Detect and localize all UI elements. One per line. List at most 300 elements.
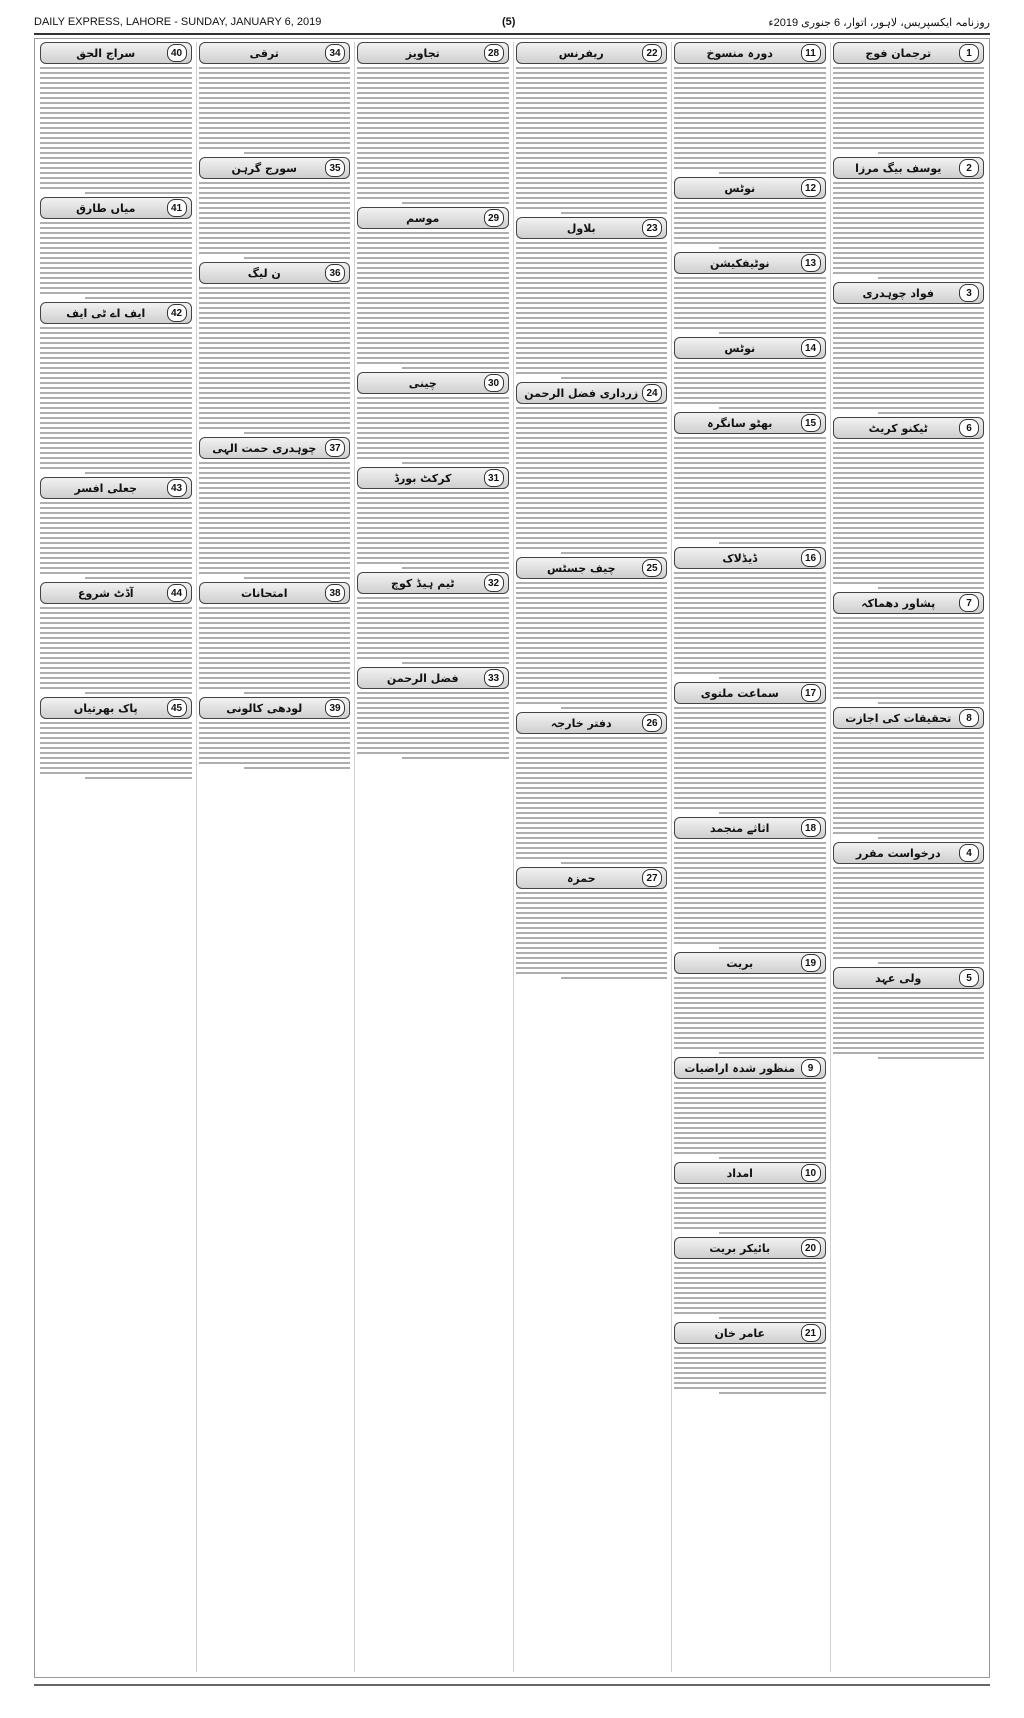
text-line bbox=[199, 307, 351, 309]
text-line bbox=[357, 642, 509, 644]
section-body-text bbox=[833, 442, 985, 589]
section-heading bbox=[40, 582, 192, 604]
text-line bbox=[357, 747, 509, 749]
section-heading bbox=[674, 1057, 826, 1079]
text-line bbox=[516, 892, 668, 894]
text-line bbox=[357, 307, 509, 309]
text-line bbox=[833, 337, 985, 339]
text-line bbox=[85, 192, 191, 194]
text-line bbox=[516, 432, 668, 434]
section-heading bbox=[40, 697, 192, 719]
text-line bbox=[561, 212, 667, 214]
section-body-text bbox=[199, 607, 351, 694]
section-title: ٹیم ہیڈ کوچ bbox=[391, 576, 455, 590]
text-line bbox=[833, 242, 985, 244]
text-line bbox=[516, 157, 668, 159]
text-line bbox=[516, 412, 668, 414]
text-line bbox=[516, 762, 668, 764]
text-line bbox=[833, 222, 985, 224]
text-line bbox=[674, 902, 826, 904]
text-line bbox=[516, 672, 668, 674]
text-line bbox=[199, 477, 351, 479]
news-section bbox=[674, 682, 826, 814]
text-line bbox=[199, 372, 351, 374]
text-line bbox=[357, 312, 509, 314]
section-heading bbox=[674, 252, 826, 274]
text-line bbox=[357, 122, 509, 124]
text-line bbox=[40, 422, 192, 424]
text-line bbox=[516, 327, 668, 329]
text-line bbox=[40, 532, 192, 534]
text-line bbox=[40, 147, 192, 149]
section-title: اثاثے منجمد bbox=[710, 821, 770, 835]
text-line bbox=[199, 617, 351, 619]
text-line bbox=[833, 202, 985, 204]
text-line bbox=[674, 397, 826, 399]
text-line bbox=[357, 402, 509, 404]
section-number: 37 bbox=[325, 439, 345, 457]
text-line bbox=[833, 642, 985, 644]
text-line bbox=[516, 652, 668, 654]
text-line bbox=[516, 532, 668, 534]
section-number: 14 bbox=[801, 339, 821, 357]
text-line bbox=[516, 802, 668, 804]
text-line bbox=[674, 862, 826, 864]
text-line bbox=[674, 1367, 826, 1369]
section-title: بائیکر بریت bbox=[709, 1241, 771, 1255]
text-line bbox=[357, 712, 509, 714]
text-line bbox=[357, 557, 509, 559]
text-line bbox=[516, 682, 668, 684]
text-line bbox=[40, 72, 192, 74]
text-line bbox=[833, 747, 985, 749]
text-line bbox=[357, 562, 509, 564]
section-body-text bbox=[357, 232, 509, 369]
text-line bbox=[40, 522, 192, 524]
section-title: نوٹس bbox=[724, 181, 756, 195]
news-section bbox=[199, 437, 351, 579]
section-body-text bbox=[357, 692, 509, 759]
text-line bbox=[199, 427, 351, 429]
text-line bbox=[719, 947, 825, 949]
section-heading bbox=[199, 262, 351, 284]
text-line bbox=[357, 397, 509, 399]
text-line bbox=[674, 1022, 826, 1024]
text-line bbox=[199, 752, 351, 754]
text-line bbox=[833, 867, 985, 869]
text-line bbox=[357, 537, 509, 539]
text-line bbox=[833, 907, 985, 909]
text-line bbox=[199, 287, 351, 289]
text-line bbox=[833, 827, 985, 829]
news-section bbox=[40, 697, 192, 779]
text-line bbox=[40, 517, 192, 519]
text-line bbox=[561, 377, 667, 379]
text-line bbox=[833, 122, 985, 124]
text-line bbox=[357, 147, 509, 149]
text-line bbox=[833, 757, 985, 759]
text-line bbox=[357, 412, 509, 414]
text-line bbox=[357, 157, 509, 159]
text-line bbox=[516, 322, 668, 324]
news-section bbox=[674, 952, 826, 1054]
text-line bbox=[674, 612, 826, 614]
text-line bbox=[199, 557, 351, 559]
text-line bbox=[516, 592, 668, 594]
news-section bbox=[833, 282, 985, 414]
news-section bbox=[40, 302, 192, 474]
section-body-text bbox=[674, 362, 826, 409]
text-line bbox=[719, 1232, 825, 1234]
text-line bbox=[357, 77, 509, 79]
text-line bbox=[357, 727, 509, 729]
text-line bbox=[833, 377, 985, 379]
text-line bbox=[357, 192, 509, 194]
text-line bbox=[674, 1192, 826, 1194]
text-line bbox=[357, 362, 509, 364]
text-line bbox=[674, 1142, 826, 1144]
text-line bbox=[674, 162, 826, 164]
text-line bbox=[40, 282, 192, 284]
text-line bbox=[833, 527, 985, 529]
text-line bbox=[674, 897, 826, 899]
text-line bbox=[40, 377, 192, 379]
text-line bbox=[516, 262, 668, 264]
text-line bbox=[833, 662, 985, 664]
news-section bbox=[833, 842, 985, 964]
text-line bbox=[357, 607, 509, 609]
text-line bbox=[674, 532, 826, 534]
news-section bbox=[516, 712, 668, 864]
text-line bbox=[833, 307, 985, 309]
news-section bbox=[833, 157, 985, 279]
news-section bbox=[199, 697, 351, 769]
text-line bbox=[357, 287, 509, 289]
text-line bbox=[357, 652, 509, 654]
text-line bbox=[833, 462, 985, 464]
text-line bbox=[516, 757, 668, 759]
text-line bbox=[674, 452, 826, 454]
text-line bbox=[833, 237, 985, 239]
section-heading bbox=[674, 337, 826, 359]
text-line bbox=[674, 922, 826, 924]
text-line bbox=[674, 882, 826, 884]
section-number: 32 bbox=[484, 574, 504, 592]
text-line bbox=[674, 1097, 826, 1099]
text-line bbox=[674, 752, 826, 754]
text-line bbox=[199, 342, 351, 344]
text-line bbox=[674, 1217, 826, 1219]
text-line bbox=[833, 472, 985, 474]
text-line bbox=[244, 577, 350, 579]
text-line bbox=[199, 377, 351, 379]
text-line bbox=[674, 282, 826, 284]
text-line bbox=[516, 102, 668, 104]
text-line bbox=[833, 207, 985, 209]
text-line bbox=[674, 292, 826, 294]
news-section bbox=[674, 1162, 826, 1234]
section-heading bbox=[357, 572, 509, 594]
news-section bbox=[674, 252, 826, 334]
text-line bbox=[516, 797, 668, 799]
text-line bbox=[40, 252, 192, 254]
text-line bbox=[833, 552, 985, 554]
text-line bbox=[357, 67, 509, 69]
section-title: موسم bbox=[406, 211, 440, 225]
text-line bbox=[833, 887, 985, 889]
text-line bbox=[674, 1287, 826, 1289]
text-line bbox=[674, 747, 826, 749]
text-line bbox=[833, 902, 985, 904]
text-line bbox=[40, 432, 192, 434]
text-line bbox=[674, 482, 826, 484]
text-line bbox=[674, 142, 826, 144]
text-line bbox=[199, 467, 351, 469]
text-line bbox=[199, 67, 351, 69]
section-body-text bbox=[674, 1187, 826, 1234]
news-section bbox=[357, 372, 509, 464]
text-line bbox=[674, 647, 826, 649]
text-line bbox=[357, 617, 509, 619]
text-line bbox=[833, 557, 985, 559]
text-line bbox=[674, 1357, 826, 1359]
text-line bbox=[833, 187, 985, 189]
section-number: 16 bbox=[801, 549, 821, 567]
text-line bbox=[833, 347, 985, 349]
text-line bbox=[40, 722, 192, 724]
text-line bbox=[833, 807, 985, 809]
text-line bbox=[516, 512, 668, 514]
text-line bbox=[833, 92, 985, 94]
text-line bbox=[199, 547, 351, 549]
text-line bbox=[40, 657, 192, 659]
section-heading bbox=[357, 467, 509, 489]
text-line bbox=[357, 632, 509, 634]
text-line bbox=[357, 72, 509, 74]
section-title: یوسف بیگ مرزا bbox=[855, 161, 942, 175]
text-line bbox=[833, 482, 985, 484]
news-section bbox=[833, 967, 985, 1059]
text-line bbox=[674, 507, 826, 509]
text-line bbox=[833, 937, 985, 939]
text-line bbox=[40, 92, 192, 94]
text-line bbox=[516, 452, 668, 454]
text-line bbox=[833, 102, 985, 104]
text-line bbox=[516, 132, 668, 134]
text-line bbox=[357, 277, 509, 279]
text-line bbox=[674, 992, 826, 994]
text-line bbox=[833, 502, 985, 504]
text-line bbox=[833, 137, 985, 139]
news-section bbox=[674, 547, 826, 679]
text-line bbox=[674, 537, 826, 539]
footer-rule bbox=[34, 1684, 990, 1686]
section-body-text bbox=[40, 502, 192, 579]
section-body-text bbox=[40, 327, 192, 474]
text-line bbox=[85, 472, 191, 474]
text-line bbox=[199, 727, 351, 729]
news-column bbox=[513, 42, 670, 1672]
text-line bbox=[516, 767, 668, 769]
text-line bbox=[199, 497, 351, 499]
text-line bbox=[674, 132, 826, 134]
text-line bbox=[516, 187, 668, 189]
text-line bbox=[674, 857, 826, 859]
text-line bbox=[357, 552, 509, 554]
text-line bbox=[833, 257, 985, 259]
text-line bbox=[40, 287, 192, 289]
section-body-text bbox=[516, 737, 668, 864]
text-line bbox=[833, 927, 985, 929]
text-line bbox=[674, 217, 826, 219]
text-line bbox=[357, 422, 509, 424]
text-line bbox=[516, 517, 668, 519]
text-line bbox=[357, 252, 509, 254]
text-line bbox=[833, 737, 985, 739]
text-line bbox=[674, 367, 826, 369]
text-line bbox=[833, 547, 985, 549]
text-line bbox=[674, 87, 826, 89]
text-line bbox=[833, 567, 985, 569]
text-line bbox=[516, 197, 668, 199]
text-line bbox=[40, 727, 192, 729]
text-line bbox=[674, 1047, 826, 1049]
text-line bbox=[561, 552, 667, 554]
text-line bbox=[199, 327, 351, 329]
text-line bbox=[674, 1227, 826, 1229]
section-heading bbox=[674, 952, 826, 974]
text-line bbox=[833, 657, 985, 659]
text-line bbox=[833, 457, 985, 459]
text-line bbox=[833, 82, 985, 84]
section-body-text bbox=[674, 1347, 826, 1394]
text-line bbox=[674, 287, 826, 289]
text-line bbox=[40, 437, 192, 439]
news-section bbox=[357, 667, 509, 759]
section-body-text bbox=[40, 67, 192, 194]
text-line bbox=[357, 542, 509, 544]
text-line bbox=[199, 182, 351, 184]
text-line bbox=[516, 122, 668, 124]
text-line bbox=[674, 147, 826, 149]
text-line bbox=[674, 577, 826, 579]
text-line bbox=[516, 342, 668, 344]
section-title: فضل الرحمن bbox=[386, 671, 459, 685]
section-heading bbox=[516, 217, 668, 239]
header-rule bbox=[34, 33, 990, 35]
text-line bbox=[516, 407, 668, 409]
section-title: زرداری فضل الرحمن bbox=[524, 386, 639, 400]
section-heading bbox=[40, 477, 192, 499]
text-line bbox=[357, 427, 509, 429]
text-line bbox=[674, 1102, 826, 1104]
text-line bbox=[357, 322, 509, 324]
text-line bbox=[674, 572, 826, 574]
news-section bbox=[199, 262, 351, 434]
text-line bbox=[674, 517, 826, 519]
text-line bbox=[833, 517, 985, 519]
text-line bbox=[199, 112, 351, 114]
text-line bbox=[516, 152, 668, 154]
text-line bbox=[516, 967, 668, 969]
text-line bbox=[40, 137, 192, 139]
text-line bbox=[516, 267, 668, 269]
page-number: (5) bbox=[502, 16, 516, 28]
section-number: 41 bbox=[167, 199, 187, 217]
text-line bbox=[674, 1292, 826, 1294]
text-line bbox=[674, 617, 826, 619]
section-number: 6 bbox=[959, 419, 979, 437]
text-line bbox=[833, 1012, 985, 1014]
text-line bbox=[516, 282, 668, 284]
text-line bbox=[40, 687, 192, 689]
text-line bbox=[833, 637, 985, 639]
text-line bbox=[40, 642, 192, 644]
text-line bbox=[516, 87, 668, 89]
text-line bbox=[833, 692, 985, 694]
text-line bbox=[674, 712, 826, 714]
text-line bbox=[402, 462, 508, 464]
text-line bbox=[516, 632, 668, 634]
text-line bbox=[833, 342, 985, 344]
news-section bbox=[516, 382, 668, 554]
section-heading bbox=[199, 42, 351, 64]
news-section bbox=[674, 42, 826, 174]
text-line bbox=[40, 527, 192, 529]
text-line bbox=[833, 1032, 985, 1034]
text-line bbox=[719, 542, 825, 544]
text-line bbox=[40, 352, 192, 354]
text-line bbox=[674, 717, 826, 719]
text-line bbox=[40, 227, 192, 229]
text-line bbox=[199, 392, 351, 394]
text-line bbox=[516, 137, 668, 139]
text-line bbox=[719, 1157, 825, 1159]
section-title: ٹیکنو کریٹ bbox=[868, 421, 928, 435]
text-line bbox=[833, 77, 985, 79]
text-line bbox=[516, 362, 668, 364]
text-line bbox=[402, 757, 508, 759]
text-line bbox=[40, 557, 192, 559]
news-section bbox=[833, 592, 985, 704]
text-line bbox=[833, 407, 985, 409]
section-heading bbox=[833, 967, 985, 989]
text-line bbox=[40, 142, 192, 144]
section-body-text bbox=[833, 182, 985, 279]
text-line bbox=[357, 292, 509, 294]
text-line bbox=[674, 1002, 826, 1004]
text-line bbox=[357, 132, 509, 134]
text-line bbox=[357, 517, 509, 519]
text-line bbox=[40, 267, 192, 269]
text-line bbox=[674, 1082, 826, 1084]
text-line bbox=[674, 1212, 826, 1214]
text-line bbox=[719, 812, 825, 814]
news-section bbox=[833, 417, 985, 589]
text-line bbox=[40, 107, 192, 109]
text-line bbox=[516, 337, 668, 339]
text-line bbox=[516, 442, 668, 444]
text-line bbox=[357, 342, 509, 344]
text-line bbox=[878, 587, 984, 589]
text-line bbox=[516, 202, 668, 204]
section-number: 30 bbox=[484, 374, 504, 392]
section-number: 12 bbox=[801, 179, 821, 197]
news-section bbox=[674, 1057, 826, 1159]
section-body-text bbox=[833, 307, 985, 414]
text-line bbox=[833, 402, 985, 404]
text-line bbox=[833, 392, 985, 394]
